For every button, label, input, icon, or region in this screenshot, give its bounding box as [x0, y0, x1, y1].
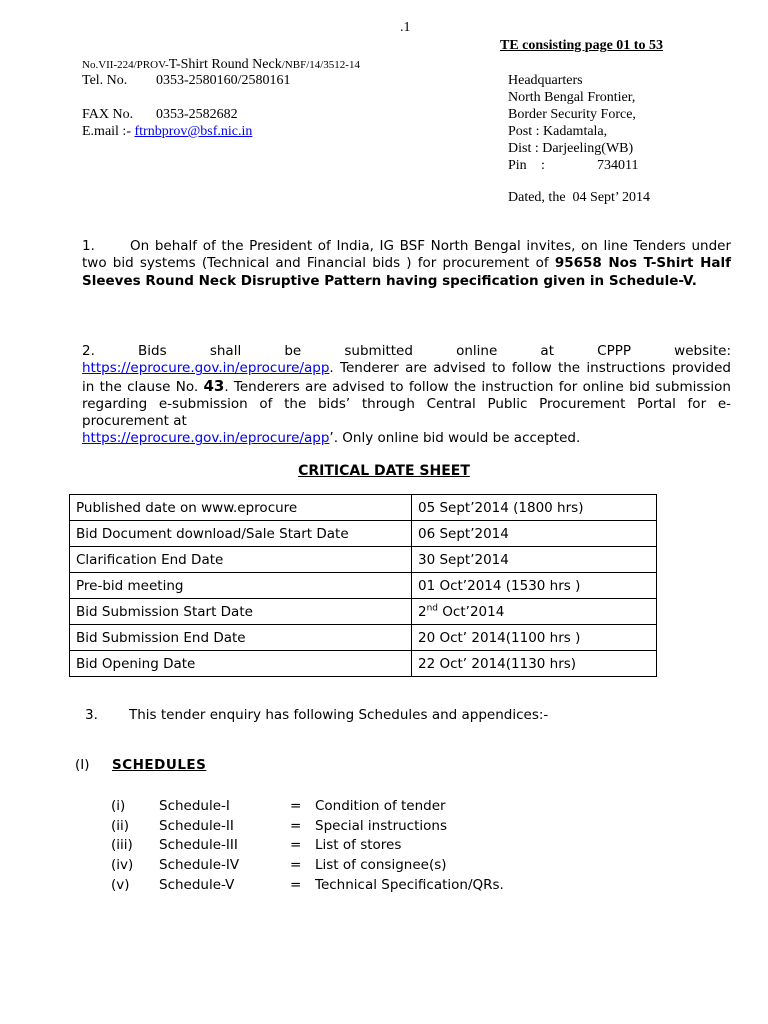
list-item	[111, 797, 504, 817]
critical-date-sheet-title: CRITICAL DATE SHEET	[298, 463, 470, 479]
schedule-desc: List of consignee(s)	[315, 857, 447, 874]
date-value: 05 Sept’2014 (1800 hrs)	[412, 495, 657, 521]
email-line	[82, 123, 252, 140]
dated-value: 04 Sept’ 2014	[572, 190, 651, 205]
address-line: Post : Kadamtala,	[508, 124, 608, 139]
tel-line	[82, 72, 291, 89]
schedule-desc: Special instructions	[315, 817, 447, 834]
para2-number: 2.	[82, 343, 95, 359]
schedules-list	[111, 797, 504, 896]
para2-word: website:	[674, 343, 732, 359]
date-label: Clarification End Date	[70, 547, 412, 573]
paragraph-3	[85, 707, 548, 723]
pin-sep: :	[541, 158, 545, 173]
table-row	[70, 599, 657, 625]
date-value: 30 Sept’2014	[412, 547, 657, 573]
date-label: Bid Document download/Sale Start Date	[70, 521, 412, 547]
table-row	[70, 625, 657, 651]
para2-after-link1: . Tenderer are advised to follow the instructions provided in the clause No.	[82, 360, 731, 395]
para2-word: submitted	[344, 343, 413, 359]
te-pages-note: TE consisting page 01 to 53	[500, 38, 663, 53]
date-value: 22 Oct’ 2014(1130 hrs)	[412, 651, 657, 677]
schedule-desc: List of stores	[315, 837, 402, 854]
critical-date-table	[69, 494, 657, 677]
list-item	[111, 836, 504, 856]
schedule-index: (ii)	[111, 817, 130, 834]
address-block	[508, 72, 638, 174]
cppp-link[interactable]: https://eprocure.gov.in/eprocure/app	[82, 360, 330, 377]
ref-main: T-Shirt Round Neck	[168, 57, 282, 72]
schedule-name: Schedule-III	[159, 837, 238, 854]
schedule-index: (iii)	[111, 837, 133, 854]
schedule-name: Schedule-II	[159, 817, 234, 834]
table-row	[70, 547, 657, 573]
para3-text: This tender enquiry has following Schedules and appendices:-	[129, 707, 549, 723]
date-value-post: Oct’2014	[438, 603, 505, 620]
para2-after-clause: . Tenderers are advised to follow the instruction for online bid submission regarding e-submission of the bids’ through Central Public Procurement Portal for e-procurement at	[82, 378, 731, 430]
para2-line1	[82, 343, 731, 360]
schedule-desc: Technical Specification/QRs.	[315, 876, 504, 893]
tel-value: 0353-2580160/2580161	[156, 73, 291, 88]
address-line: Border Security Force,	[508, 107, 636, 122]
schedule-index: (v)	[111, 876, 130, 893]
schedule-name: Schedule-I	[159, 798, 230, 814]
date-label: Pre-bid meeting	[70, 573, 412, 599]
para2-word: online	[456, 343, 498, 359]
para2-word: at	[540, 343, 554, 359]
date-value: 06 Sept’2014	[412, 521, 657, 547]
address-line: Dist : Darjeeling(WB)	[508, 141, 634, 156]
para2-last-line	[82, 430, 731, 447]
schedule-equals: =	[290, 837, 302, 854]
schedule-index: (iv)	[111, 857, 134, 874]
para2-body	[82, 360, 731, 430]
para2-after-link2: ’. Only online bid would be accepted.	[329, 430, 581, 447]
schedule-name: Schedule-IV	[159, 857, 240, 874]
ordinal-suffix: nd	[426, 603, 439, 613]
schedule-name: Schedule-V	[159, 876, 235, 893]
table-row	[70, 651, 657, 677]
cppp-link-2[interactable]: https://eprocure.gov.in/eprocure/app	[82, 430, 330, 447]
dated-line	[508, 190, 650, 206]
fax-line	[82, 106, 238, 123]
schedules-heading	[75, 757, 206, 773]
fax-label: FAX No.	[82, 107, 134, 122]
date-value-pre: 2	[418, 603, 427, 620]
list-item	[111, 876, 504, 896]
para1-bold: 95658 Nos T-Shirt Half Sleeves Round Neck Disruptive Pattern having specification given in Schedule-V.	[82, 255, 731, 289]
para3-number: 3.	[85, 707, 98, 723]
paragraph-1	[82, 238, 731, 290]
tel-label: Tel. No.	[82, 73, 128, 88]
email-label: E.mail :-	[82, 124, 131, 139]
schedule-equals: =	[290, 817, 302, 834]
schedule-index: (i)	[111, 798, 126, 814]
fax-value: 0353-2582682	[156, 107, 238, 122]
address-line: North Bengal Frontier,	[508, 90, 636, 105]
para1-number: 1.	[82, 238, 95, 254]
ref-suffix: /NBF/14/3512-14	[281, 59, 360, 71]
list-item	[111, 817, 504, 837]
date-value: 01 Oct’2014 (1530 hrs )	[412, 573, 657, 599]
schedule-desc: Condition of tender	[315, 798, 446, 814]
pin-line	[508, 157, 638, 174]
para1-text: On behalf of the President of India, IG BSF North Bengal invites, on line Tenders under two bid systems (Technical and Financial bids ) for procurement of	[82, 238, 731, 272]
date-label: Bid Opening Date	[70, 651, 412, 677]
clause-number: 43	[203, 376, 225, 395]
schedules-title: SCHEDULES	[112, 757, 207, 773]
ref-prefix: No.VII-224/PROV-	[82, 59, 169, 71]
table-row	[70, 495, 657, 521]
para2-word: Bids	[138, 343, 167, 359]
address-line: Headquarters	[508, 73, 583, 88]
schedule-equals: =	[290, 857, 302, 874]
table-row	[70, 521, 657, 547]
schedule-equals: =	[290, 798, 302, 814]
date-label: Bid Submission Start Date	[70, 599, 412, 625]
para2-word: shall	[209, 343, 242, 359]
email-link[interactable]: ftrnbprov@bsf.nic.in	[134, 124, 253, 139]
pin-value: 734011	[597, 158, 639, 173]
para2-word: CPPP	[597, 343, 632, 359]
schedule-equals: =	[290, 876, 302, 893]
date-label: Bid Submission End Date	[70, 625, 412, 651]
paragraph-2	[82, 343, 731, 448]
schedules-roman: (I)	[75, 757, 90, 773]
para2-word: be	[284, 343, 302, 359]
date-label: Published date on www.eprocure	[70, 495, 412, 521]
table-row	[70, 573, 657, 599]
list-item	[111, 856, 504, 876]
dated-label: Dated, the	[508, 190, 566, 205]
pin-label: Pin	[508, 158, 527, 173]
date-value	[412, 599, 657, 625]
date-value: 20 Oct’ 2014(1100 hrs )	[412, 625, 657, 651]
page-number: .1	[400, 20, 411, 35]
